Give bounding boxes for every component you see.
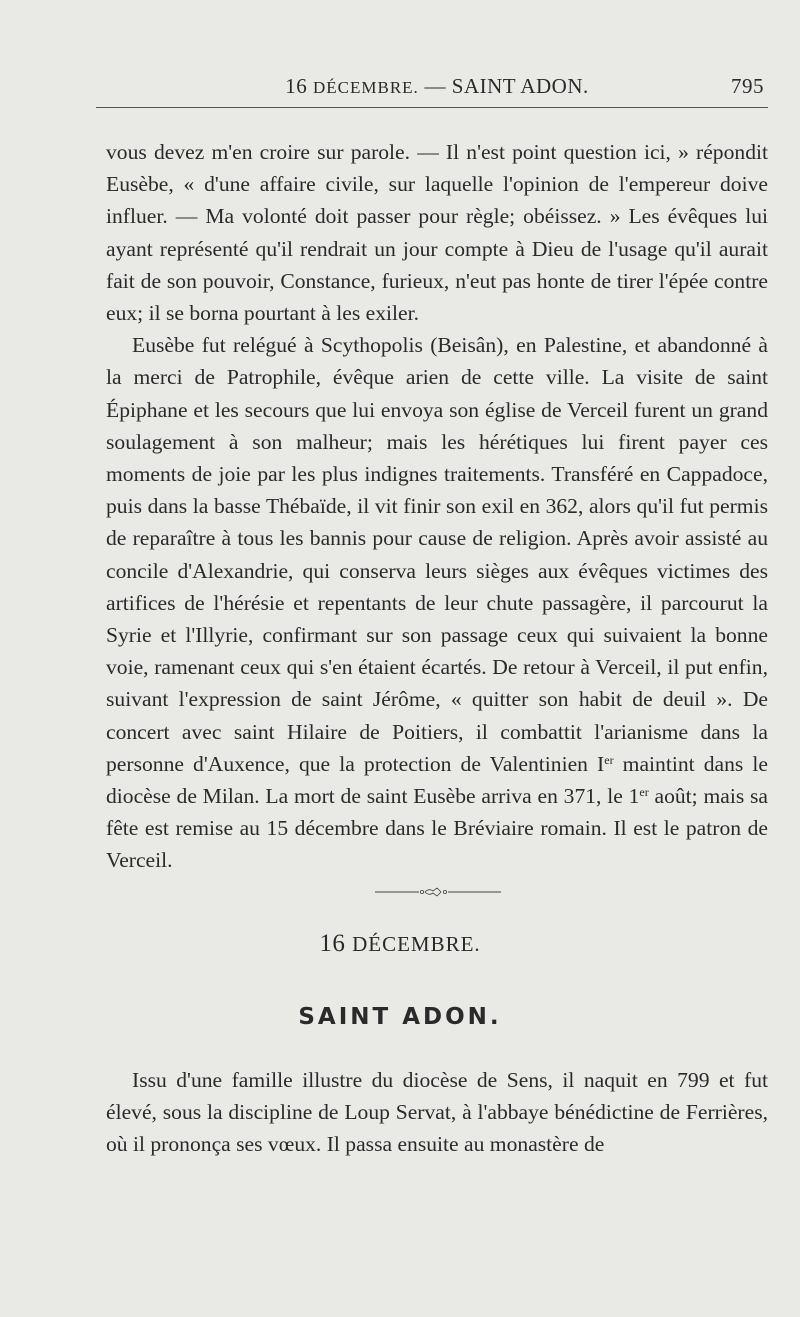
saint-title: SAINT ADON. — [298, 1004, 502, 1030]
section-divider-ornament — [373, 885, 503, 899]
section-date-day: 16 — [319, 930, 346, 957]
page-number: 795 — [731, 74, 764, 98]
section-date-month: DÉCEMBRE. — [352, 932, 481, 956]
running-head-saint: SAINT ADON. — [451, 74, 589, 98]
superscript-er: er — [604, 752, 614, 767]
section-date-heading — [0, 930, 800, 958]
section-paragraph-1: Issu d'une famille illustre du diocèse de Sens, il naquit en 799 et fut élevé, sous la discipline de Loup Servat, à l'abbaye bénédictine de Ferrières, où il prononça ses vœux. Il passa ensuite au monastère de — [106, 1068, 768, 1157]
section-text — [106, 1064, 768, 1161]
paragraph-2-part-3: août; mais sa fête est remise au 15 décembre dans le Bréviaire romain. Il est le patron de Verceil. — [106, 784, 768, 873]
paragraph-2-part-2: maintint dans le diocèse de Milan. La mort de saint Eusèbe arriva en 371, le 1 — [106, 751, 768, 809]
paragraph-2 — [106, 329, 768, 876]
paragraph-2-part-1: Eusèbe fut relégué à Scythopolis (Beisân), en Palestine, et abandonné à la merci de Patrophile, évêque arien de cette ville. La visite de saint Épiphane et les secours que lui envoya son église de Verceil furent un grand soulagement à son malheur; mais les hérétiques lui firent payer ces moments de joie par les plus indignes traitements. Transféré en Cappadoce, puis dans la basse Thébaïde, il vit finir son exil en 362, alors qu'il fut permis de reparaître à tous les bannis pour cause de religion. Après avoir assisté au concile d'Alexandrie, qui conserva leurs sièges aux évêques victimes des artifices de l'hérésie et repentants de leur chute passagère, il parcourut la Syrie et l'Illyrie, confirmant sur son passage ceux qui suivaient la bonne voie, ramenant ceux qui s'en étaient écartés. De retour à Verceil, il put enfin, suivant l'expression de saint Jérôme, « quitter son habit de deuil ». De concert avec saint Hilaire de Poitiers, il combattit l'arianisme dans la personne d'Auxence, que la protection de Valentinien I — [106, 333, 768, 776]
running-head-title — [106, 74, 768, 99]
running-head-day: 16 — [285, 74, 308, 98]
running-head — [106, 74, 768, 104]
paragraph-1: vous devez m'en croire sur parole. — Il n'est point question ici, » répondit Eusèbe, « d'une affaire civile, sur laquelle l'opinion de l'empereur doive influer. — Ma volonté doit passer pour règle; obéissez. » Les évêques lui ayant représenté qu'il rendrait un jour compte à Dieu de l'usage qu'il aurait fait de son pouvoir, Constance, furieux, n'eut pas honte de tirer l'épée contre eux; il se borna pourtant à les exiler. — [106, 140, 768, 326]
superscript-er: er — [639, 785, 649, 800]
header-rule — [96, 107, 768, 108]
running-head-month: DÉCEMBRE. — [312, 78, 419, 97]
running-head-separator: — — [424, 74, 447, 98]
main-text — [106, 136, 768, 877]
